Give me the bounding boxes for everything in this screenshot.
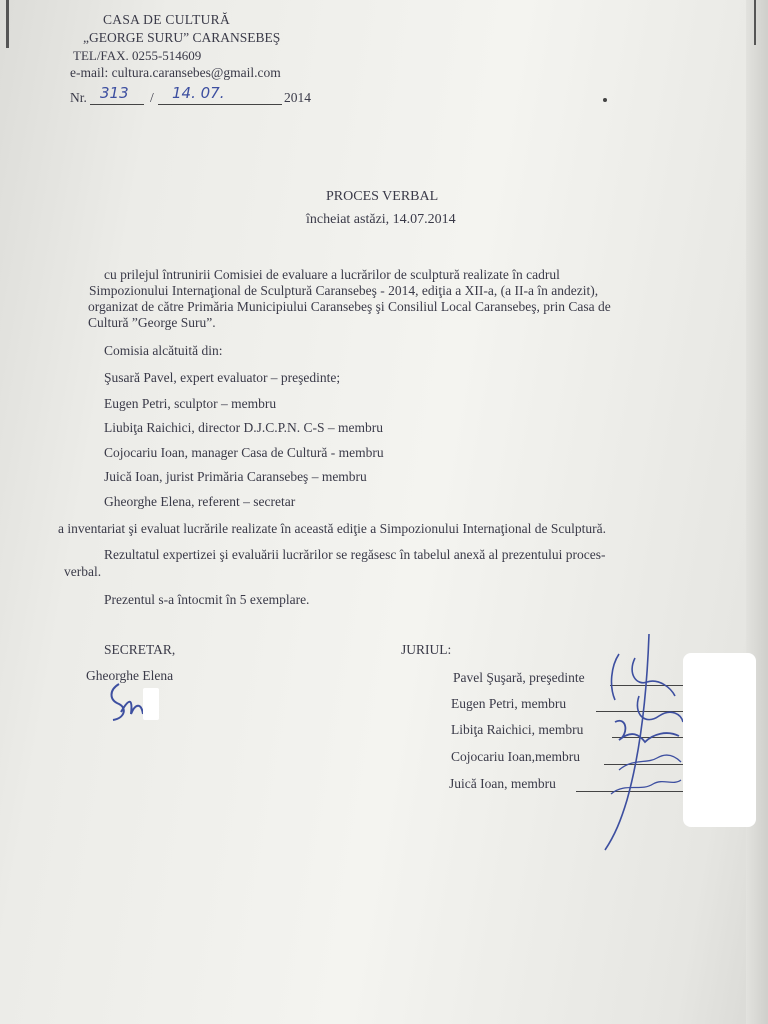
jury-member: Eugen Petri, membru xyxy=(451,696,567,711)
member-item: Cojocariu Ioan, manager Casa de Cultură - membru xyxy=(104,445,384,460)
document-subtitle: încheiat astăzi, 14.07.2014 xyxy=(306,212,456,227)
result-line-1: Rezultatul expertizei şi evaluării lucrărilor se regăsesc în tabelul anexă al prezentului proces- xyxy=(104,547,606,562)
nr-label: Nr. xyxy=(70,90,87,105)
jury-member: Juică Ioan, membru xyxy=(449,776,556,791)
margin-dot xyxy=(603,98,607,102)
nr-underline xyxy=(90,104,144,105)
member-item: Liubiţa Raichici, director D.J.C.P.N. C-S – membru xyxy=(104,420,383,435)
document-title: PROCES VERBAL xyxy=(326,189,439,204)
secretary-label: SECRETAR, xyxy=(104,642,176,657)
jury-member: Libiţa Raichici, membru xyxy=(451,722,584,737)
result-line-2: verbal. xyxy=(64,564,102,579)
date-underline xyxy=(158,104,282,105)
inventory-line: a inventariat şi evaluat lucrările realizate în această ediţie a Simpozionului Internaţional de Sculptură. xyxy=(58,521,607,536)
nr-separator: / xyxy=(150,90,154,105)
org-name: CASA DE CULTURĂ xyxy=(103,12,231,27)
registration-date: 14. 07. xyxy=(172,84,225,102)
jury-label: JURIUL: xyxy=(401,642,452,657)
member-item: Şusară Pavel, expert evaluator – preşedinte; xyxy=(104,370,341,385)
copies-line: Prezentul s-a întocmit în 5 exemplare. xyxy=(104,592,310,607)
registration-year: 2014 xyxy=(284,90,311,105)
page-left-margin-mark xyxy=(6,0,9,48)
secretary-name: Gheorghe Elena xyxy=(86,668,174,683)
commission-label: Comisia alcătuită din: xyxy=(104,343,223,358)
member-item: Gheorghe Elena, referent – secretar xyxy=(104,494,296,509)
jury-member: Pavel Şuşară, preşedinte xyxy=(453,670,585,685)
redacted-jury-signatures xyxy=(683,653,756,827)
tel-fax: TEL/FAX. 0255-514609 xyxy=(73,48,202,63)
registration-number: 313 xyxy=(100,84,129,102)
jury-member: Cojocariu Ioan,membru xyxy=(451,749,580,764)
paper-edge xyxy=(746,0,768,1024)
org-subtitle: „GEORGE SURU” CARANSEBEŞ xyxy=(83,30,281,45)
member-item: Juică Ioan, jurist Primăria Caransebeş – membru xyxy=(104,469,367,484)
intro-line-1: cu prilejul întrunirii Comisiei de evaluare a lucrărilor de sculptură realizate în cadrul xyxy=(104,267,560,282)
email: e-mail: cultura.caransebes@gmail.com xyxy=(70,65,281,80)
intro-line-2: Simpozionului Internaţional de Sculptură Caransebeş - 2014, ediţia a XII-a, (a II-a în andezit), xyxy=(89,283,599,298)
jury-signatures xyxy=(575,630,690,855)
intro-line-4: Cultură ”George Suru”. xyxy=(88,315,216,330)
redacted-secretary-signature xyxy=(143,688,159,720)
member-item: Eugen Petri, sculptor – membru xyxy=(104,396,277,411)
intro-line-3: organizat de către Primăria Municipiului Caransebeş şi Consiliul Local Caransebeş, prin Casa de xyxy=(88,299,611,314)
edge-mark xyxy=(754,0,756,45)
